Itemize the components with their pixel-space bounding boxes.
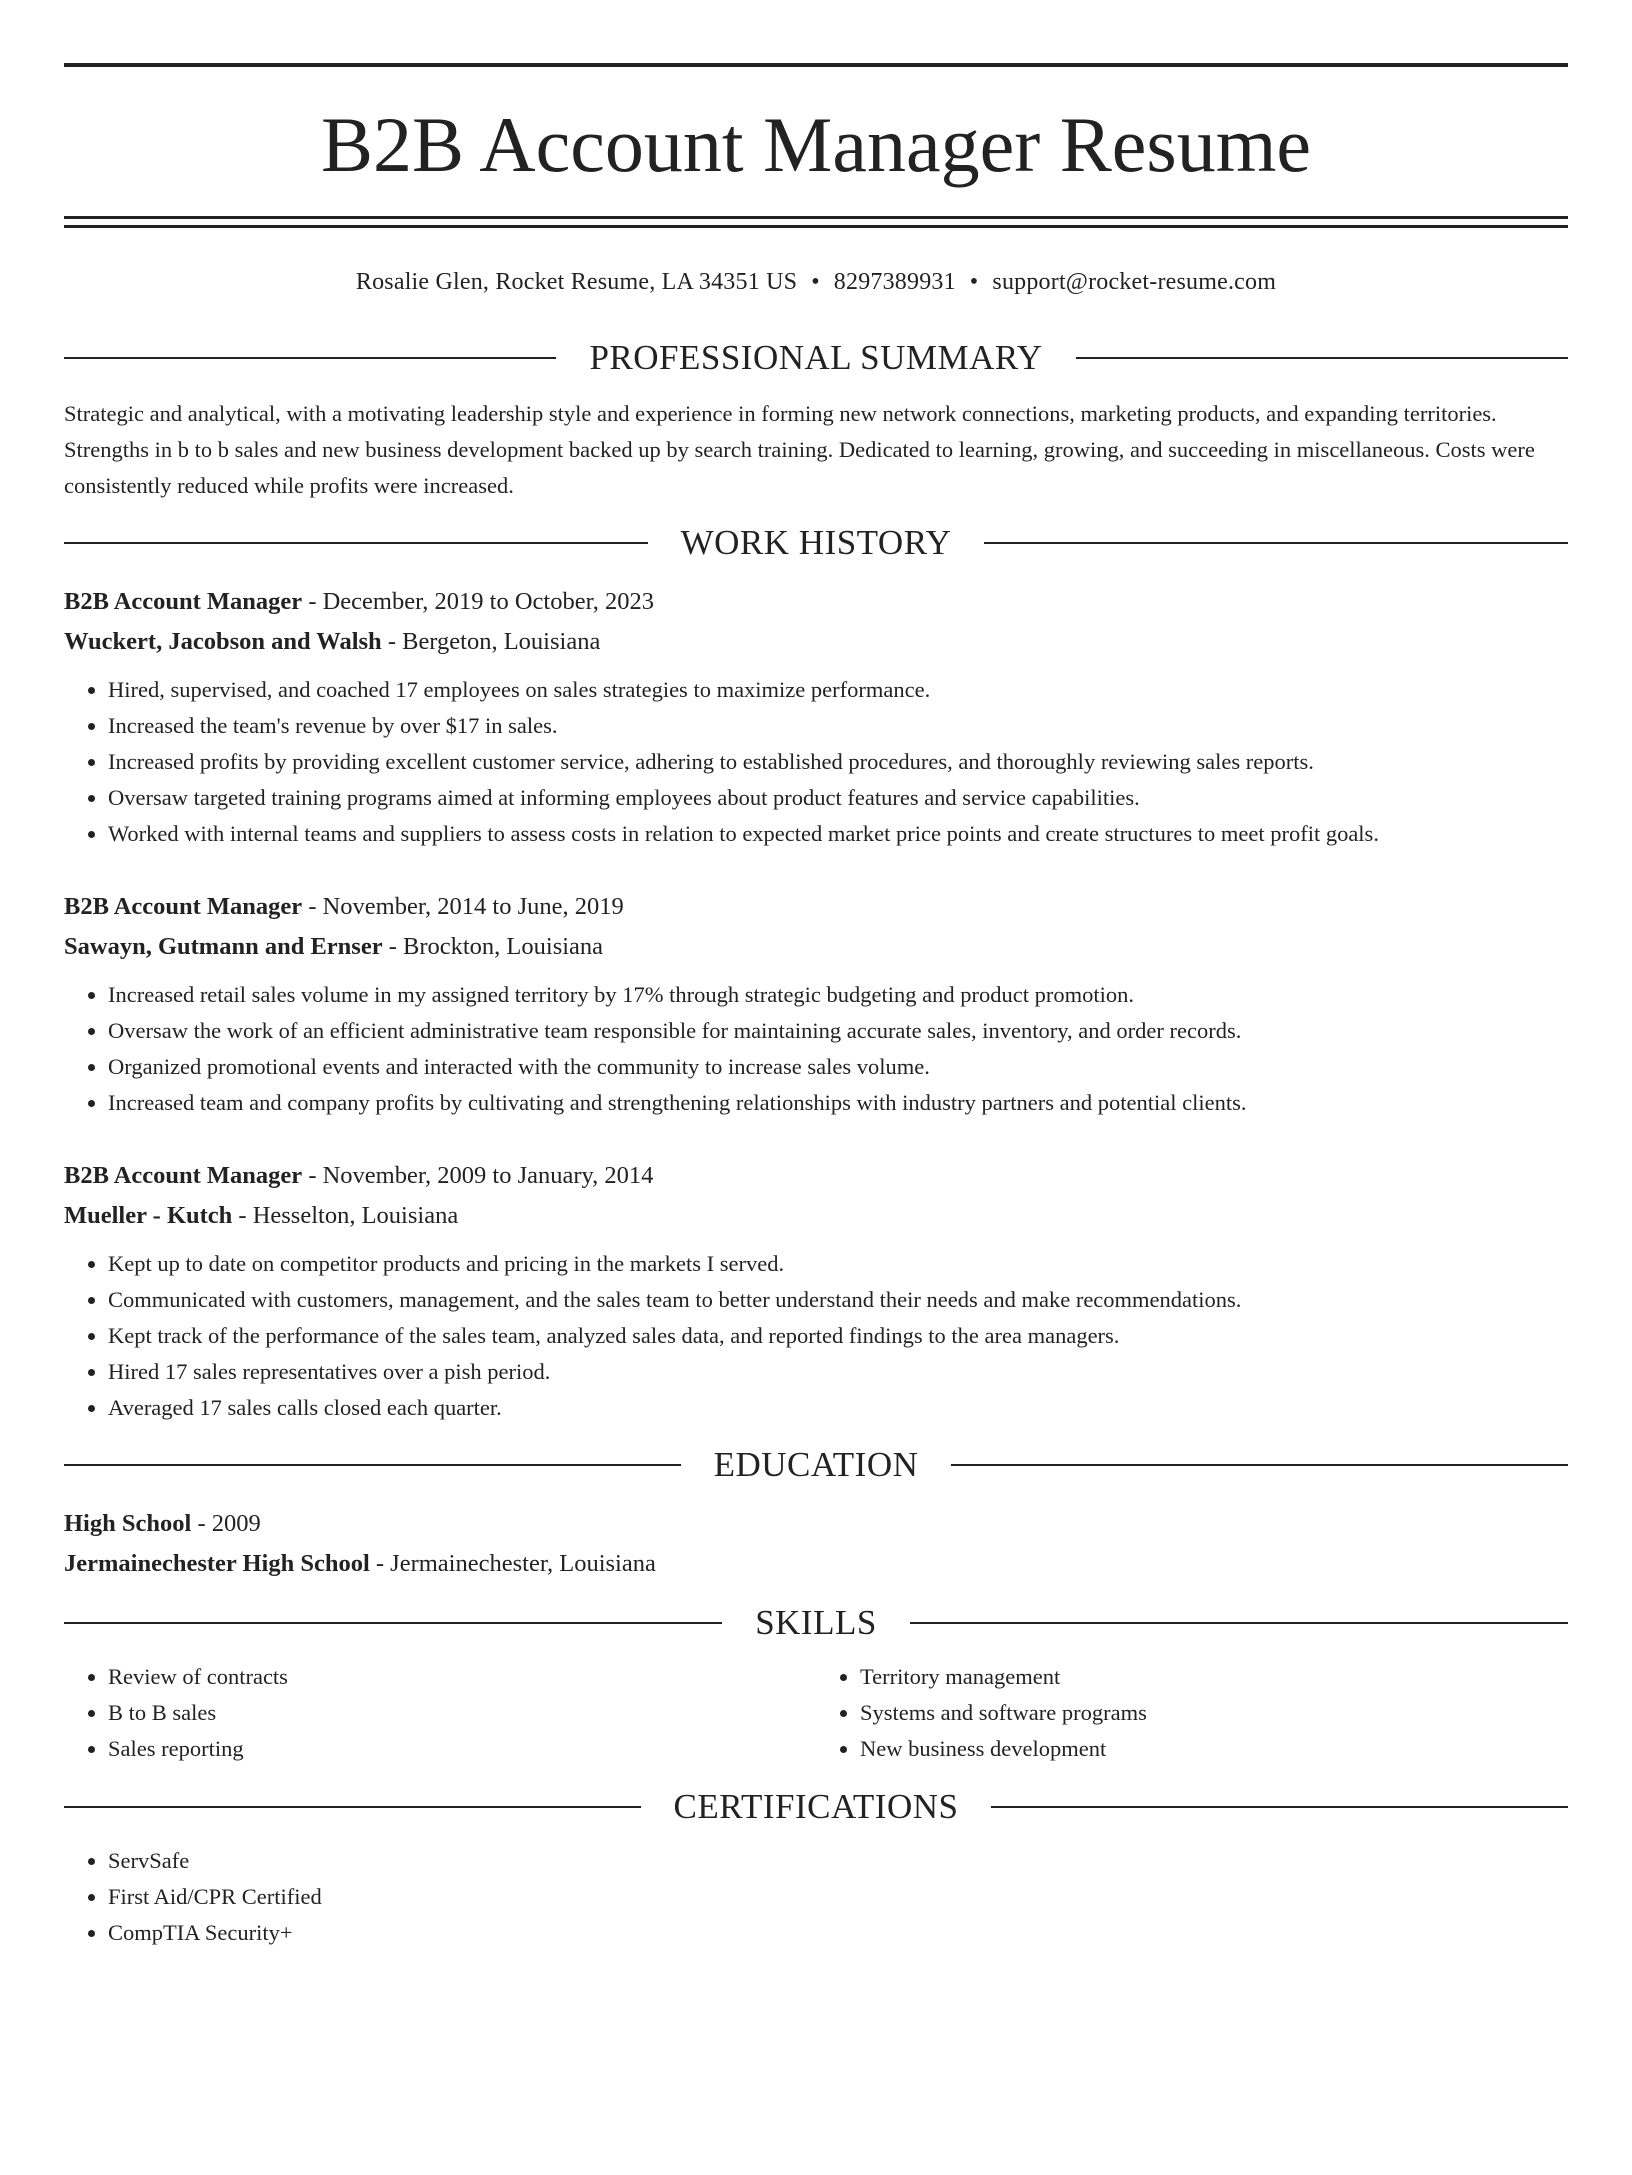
education-year: - 2009 (191, 1510, 261, 1537)
section-title: CERTIFICATIONS (673, 1787, 959, 1826)
certifications-heading (64, 1787, 1568, 1827)
contact-phone: 8297389931 (833, 269, 956, 295)
job-company-line (64, 927, 1568, 967)
divider (1076, 357, 1568, 359)
job-company: Sawayn, Gutmann and Ernser (64, 933, 383, 960)
title-double-rule (64, 216, 1568, 228)
certifications-items (64, 1843, 1568, 1951)
summary-text: Strategic and analytical, with a motivating leadership style and experience in forming new network connections, marketing products, and expanding territories. Strengths in b to b sales and new business development backed up by search training. Dedicated to learning, growing, and succeeding in miscellaneous. Costs were consistently reduced while profits were increased. (64, 401, 1535, 498)
divider (951, 1464, 1568, 1466)
job-bullet: • Oversaw the work of an efficient administrative team responsible for maintaining accurate sales, inventory, and order records. (108, 1013, 1568, 1049)
job-bullet: • Increased retail sales volume in my assigned territory by 17% through strategic budgeting and product promotion. (108, 977, 1568, 1013)
section-title: EDUCATION (713, 1445, 919, 1484)
divider (910, 1622, 1568, 1624)
divider (64, 1622, 722, 1624)
job-role: B2B Account Manager (64, 588, 303, 615)
job-entry (64, 1156, 1568, 1426)
resume-page (0, 63, 1632, 2175)
job-bullet: • Increased profits by providing excellent customer service, adhering to established procedures, and thoroughly reviewing sales reports. (108, 744, 1568, 780)
job-bullet: • Hired 17 sales representatives over a pish period. (108, 1354, 1568, 1390)
job-bullets (64, 977, 1568, 1121)
job-bullets (64, 1246, 1568, 1426)
job-location: - Bergeton, Louisiana (381, 628, 601, 655)
skill-item: • B to B sales (108, 1695, 816, 1731)
job-entry (64, 887, 1568, 1121)
job-location: - Hesselton, Louisiana (232, 1202, 459, 1229)
top-rule (64, 63, 1568, 67)
divider (64, 1464, 681, 1466)
skill-item: • Territory management (860, 1659, 1568, 1695)
skill-item: • Sales reporting (108, 1731, 816, 1767)
summary-heading (64, 338, 1568, 378)
skill-item: • Systems and software programs (860, 1695, 1568, 1731)
contact-email: support@rocket-resume.com (992, 269, 1277, 295)
skills-column-right (816, 1659, 1568, 1767)
job-company-line (64, 1196, 1568, 1236)
job-role-line (64, 1156, 1568, 1196)
job-role: B2B Account Manager (64, 1162, 303, 1189)
certification-item: • First Aid/CPR Certified (108, 1879, 1568, 1915)
education-degree: High School (64, 1510, 192, 1537)
education-heading (64, 1445, 1568, 1485)
divider (64, 542, 648, 544)
contact-address: Rosalie Glen, Rocket Resume, LA 34351 US (355, 269, 798, 295)
job-dates: - November, 2009 to January, 2014 (302, 1162, 654, 1189)
job-role: B2B Account Manager (64, 893, 303, 920)
skill-item: • Review of contracts (108, 1659, 816, 1695)
job-bullet: • Increased team and company profits by cultivating and strengthening relationships with industry partners and potential clients. (108, 1085, 1568, 1121)
divider (991, 1806, 1568, 1808)
contact-separator: • (811, 269, 820, 295)
education-school-line (64, 1544, 1568, 1584)
skills-column-left (64, 1659, 816, 1767)
section-title: WORK HISTORY (680, 523, 952, 562)
divider (64, 1806, 641, 1808)
job-company: Wuckert, Jacobson and Walsh (64, 628, 382, 655)
job-bullet: • Kept up to date on competitor products and pricing in the markets I served. (108, 1246, 1568, 1282)
job-bullet: • Communicated with customers, management, and the sales team to better understand their needs and make recommendations. (108, 1282, 1568, 1318)
skill-item: • New business development (860, 1731, 1568, 1767)
job-company: Mueller - Kutch (64, 1202, 233, 1229)
section-title: SKILLS (755, 1603, 877, 1642)
skills-list (64, 1659, 1568, 1767)
job-bullet: • Organized promotional events and interacted with the community to increase sales volume. (108, 1049, 1568, 1085)
education-school: Jermainechester High School (64, 1550, 370, 1577)
divider (64, 357, 556, 359)
job-bullet: • Hired, supervised, and coached 17 employees on sales strategies to maximize performance. (108, 672, 1568, 708)
certification-item: • CompTIA Security+ (108, 1915, 1568, 1951)
contact-separator: • (969, 269, 979, 295)
job-role-line (64, 887, 1568, 927)
job-entry (64, 582, 1568, 852)
certifications-list (64, 1843, 1568, 1951)
education-degree-line (64, 1504, 1568, 1544)
resume-title: B2B Account Manager Resume (321, 101, 1311, 188)
section-title: PROFESSIONAL SUMMARY (589, 338, 1043, 377)
education-location: - Jermainechester, Louisiana (369, 1550, 656, 1577)
job-company-line (64, 622, 1568, 662)
job-location: - Brockton, Louisiana (382, 933, 604, 960)
job-bullet: • Averaged 17 sales calls closed each quarter. (108, 1390, 1568, 1426)
contact-line (64, 266, 1568, 298)
job-dates: - November, 2014 to June, 2019 (302, 893, 624, 920)
job-role-line (64, 582, 1568, 622)
job-dates: - December, 2019 to October, 2023 (302, 588, 655, 615)
job-bullets (64, 672, 1568, 852)
education-entry (64, 1504, 1568, 1584)
divider (984, 542, 1568, 544)
work-history-heading (64, 523, 1568, 563)
job-bullet: • Kept track of the performance of the sales team, analyzed sales data, and reported findings to the area managers. (108, 1318, 1568, 1354)
job-bullet: • Increased the team's revenue by over $17 in sales. (108, 708, 1568, 744)
job-bullet: • Worked with internal teams and suppliers to assess costs in relation to expected market price points and create structures to meet profit goals. (108, 816, 1568, 852)
job-bullet: • Oversaw targeted training programs aimed at informing employees about product features and service capabilities. (108, 780, 1568, 816)
certification-item: • ServSafe (108, 1843, 1568, 1879)
skills-heading (64, 1603, 1568, 1643)
